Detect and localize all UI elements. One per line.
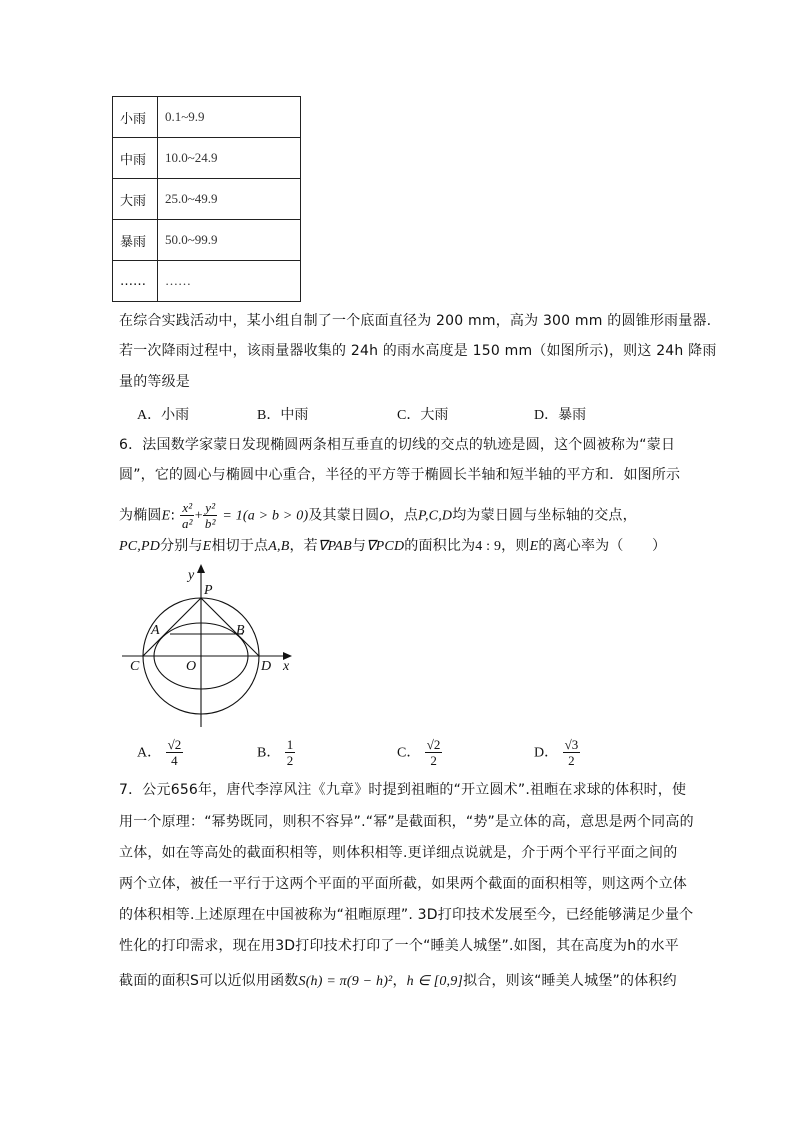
text-fragment: 拟合，则该“睡美人城堡”的体积约 xyxy=(463,973,677,989)
math-triangle: ∇PAB xyxy=(317,539,352,554)
label-c: C xyxy=(130,659,140,674)
label-y: y xyxy=(188,568,195,583)
q7-line-3: 立体，如在等高处的截面积相等，则体积相等.更详细点说就是，介于两个平行平面之间的 xyxy=(119,845,678,861)
ellipse-monge-circle-diagram xyxy=(115,562,300,732)
frac-den: 2 xyxy=(286,753,294,768)
frac-num: √2 xyxy=(167,737,182,752)
math-var-e: E xyxy=(529,539,539,554)
option-label: D． xyxy=(534,408,559,423)
math-domain: h ∈ [0,9] xyxy=(406,974,464,989)
option-fraction xyxy=(425,737,443,768)
frac-num: y² xyxy=(205,500,216,515)
q5-option-c[interactable] xyxy=(397,404,448,424)
frac-num: √2 xyxy=(426,737,441,752)
text-fragment: ，若 xyxy=(289,538,318,554)
rain-level-cell: 中雨 xyxy=(113,138,158,179)
math-var-o: O xyxy=(379,508,390,524)
y-axis-arrow-icon xyxy=(197,564,205,573)
label-x: x xyxy=(283,659,290,674)
math-function: S(h) = π(9 − h)² xyxy=(298,974,393,989)
math-ratio: 4 : 9 xyxy=(475,539,502,554)
math-lines: PC,PD xyxy=(119,539,161,554)
q6-option-a[interactable] xyxy=(137,737,183,768)
option-label: B． xyxy=(257,745,281,761)
text-fragment: 的面积比为 xyxy=(404,538,476,554)
table-row xyxy=(113,97,301,138)
q5-line-1: 在综合实践活动中，某小组自制了一个底面直径为 200 mm，高为 300 mm 的圆锥形雨量器. xyxy=(119,313,712,329)
option-text: 暴雨 xyxy=(558,407,587,423)
q5-option-a[interactable] xyxy=(137,404,189,424)
math-points: A,B xyxy=(268,539,290,554)
q7-line-5: 的体积相等.上述原理在中国被称为“祖暅原理”. 3D打印技术发展至今，已经能够满足少量个 xyxy=(119,907,694,923)
label-o: O xyxy=(186,659,197,674)
rain-level-cell: 大雨 xyxy=(113,179,158,220)
table-row xyxy=(113,179,301,220)
math-triangle: ∇PCD xyxy=(366,539,405,554)
q5-line-3: 量的等级是 xyxy=(119,374,190,390)
text-fragment: 相切于点 xyxy=(211,538,269,554)
math-var-e: E xyxy=(161,508,171,524)
rain-level-cell: …… xyxy=(113,261,158,302)
q7-line-4: 两个立体，被任一平行于这两个平面的平面所截，如果两个截面的面积相等，则这两个立体 xyxy=(119,876,687,892)
line-pd xyxy=(201,598,259,656)
text-fragment: 为椭圆 xyxy=(119,507,162,524)
rain-range-cell: …… xyxy=(158,261,301,302)
option-fraction xyxy=(285,737,296,768)
text-fragment: 均为蒙日圆与坐标轴的交点， xyxy=(452,507,637,524)
text-fragment: 及其蒙日圆 xyxy=(308,507,380,524)
rain-range-cell: 50.0~99.9 xyxy=(158,220,301,261)
option-text: 大雨 xyxy=(420,407,449,423)
q7-line-1: 7．公元656年，唐代李淳风注《九章》时提到祖暅的“开立圆术”.祖暅在求球的体积时，使 xyxy=(119,782,687,798)
frac-num: 1 xyxy=(286,737,294,752)
text-fragment: 与 xyxy=(351,538,367,554)
text-fragment: 分别与 xyxy=(160,538,203,554)
q6-option-b[interactable] xyxy=(257,737,295,768)
text-fragment: ，则 xyxy=(501,538,530,554)
q6-option-c[interactable] xyxy=(397,737,442,768)
q5-option-b[interactable] xyxy=(257,404,308,424)
q5-option-d[interactable] xyxy=(534,404,586,424)
option-label: C． xyxy=(397,408,421,423)
option-text: 小雨 xyxy=(161,407,190,423)
frac-num: √3 xyxy=(564,737,579,752)
text-fragment: : xyxy=(170,507,176,524)
text-fragment: 截面的面积S可以近似用函数 xyxy=(119,973,299,989)
label-b: B xyxy=(236,623,245,638)
rain-range-cell: 25.0~49.9 xyxy=(158,179,301,220)
rain-range-cell: 0.1~9.9 xyxy=(158,97,301,138)
label-a: A xyxy=(151,623,160,638)
frac-den: 4 xyxy=(171,753,178,768)
table-row xyxy=(113,138,301,179)
math-points: P,C,D xyxy=(418,508,453,524)
rain-level-cell: 暴雨 xyxy=(113,220,158,261)
math-var-e: E xyxy=(202,539,212,554)
text-fragment: ，点 xyxy=(389,507,419,524)
q6-option-d[interactable] xyxy=(534,737,580,768)
frac-num: x² xyxy=(182,500,193,515)
option-fraction xyxy=(166,737,184,768)
rain-range-cell: 10.0~24.9 xyxy=(158,138,301,179)
label-p: P xyxy=(204,583,213,598)
q5-line-2: 若一次降雨过程中，该雨量器收集的 24h 的雨水高度是 150 mm（如图所示)，则这 24h 降雨 xyxy=(119,343,717,359)
q7-line-7 xyxy=(119,971,677,992)
q6-line-4 xyxy=(119,536,666,557)
fraction-x2-a2 xyxy=(180,500,195,531)
q6-line-3 xyxy=(119,500,637,532)
option-label: C． xyxy=(397,745,421,761)
option-label: B． xyxy=(257,408,281,423)
table-row xyxy=(113,261,301,302)
option-label: D． xyxy=(534,745,559,761)
option-label: A． xyxy=(137,745,162,761)
rainfall-level-table xyxy=(112,96,301,302)
q7-line-6: 性化的打印需求，现在用3D打印技术打印了一个“睡美人城堡”.如图，其在高度为h的水平 xyxy=(119,938,679,954)
q6-line-1: 6．法国数学家蒙日发现椭圆两条相互垂直的切线的交点的轨迹是圆，这个圆被称为“蒙日 xyxy=(119,437,676,453)
frac-den: b² xyxy=(204,516,216,531)
rain-level-cell: 小雨 xyxy=(113,97,158,138)
fraction-y2-b2 xyxy=(203,500,218,531)
option-label: A． xyxy=(137,408,162,423)
q7-line-2: 用一个原理：“幂势既同，则积不容异”.“幂”是截面积，“势”是立体的高，意思是两个同高的 xyxy=(119,814,694,830)
frac-den: a² xyxy=(181,516,193,531)
text-fragment: + xyxy=(194,508,203,524)
label-d: D xyxy=(261,659,272,674)
frac-den: 2 xyxy=(430,753,437,768)
frac-den: 2 xyxy=(568,753,575,768)
table-row xyxy=(113,220,301,261)
q6-line-2: 圆”，它的圆心与椭圆中心重合，半径的平方等于椭圆长半轴和短半轴的平方和．如图所示 xyxy=(119,467,681,483)
text-fragment: 的离心率为（ ） xyxy=(538,538,667,554)
option-fraction xyxy=(563,737,581,768)
text-fragment: ， xyxy=(392,973,407,989)
math-condition: = 1(a > b > 0) xyxy=(222,508,309,524)
option-text: 中雨 xyxy=(280,407,309,423)
